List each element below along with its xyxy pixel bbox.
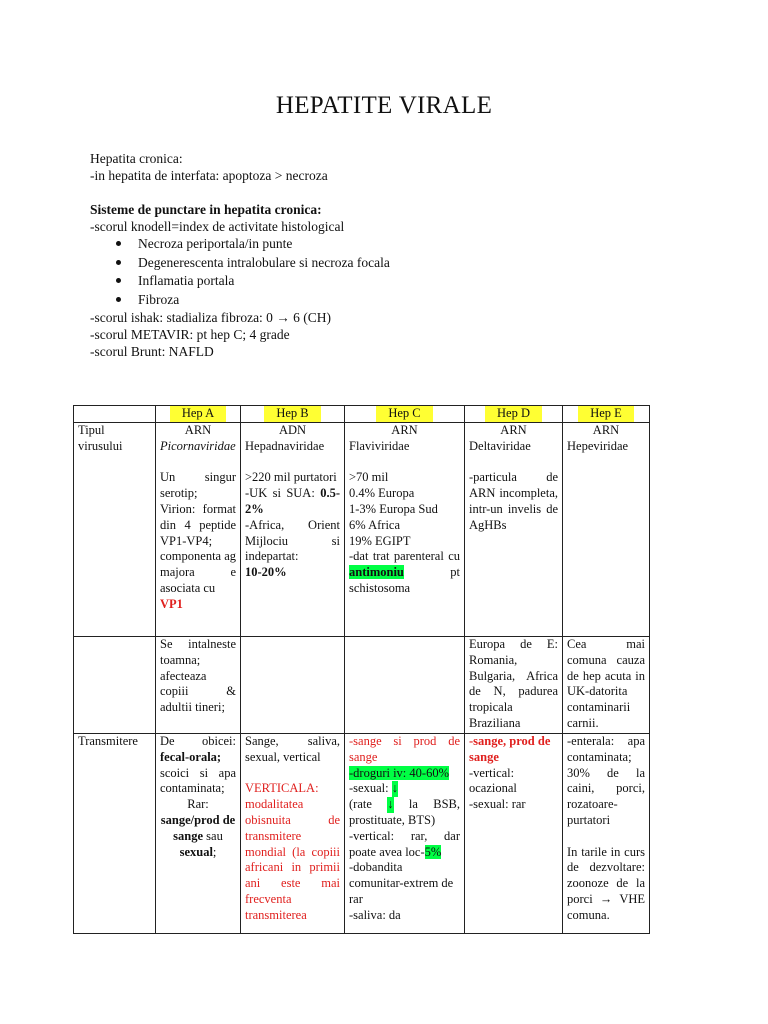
page-title: HEPATITE VIRALE [275,92,493,119]
hep-b-transmission-cell: Sange, saliva, sexual, vertical VERTICALA: modalitatea obisnuita de transmitere mondial (la copiii africani in primii ani este mai frecventa transmiterea [241,734,345,934]
arrow-right-icon: → [599,891,613,906]
arrow-down-icon: ↓ [387,797,394,812]
knodell-bullet-list [90,235,690,309]
arrow-down-icon: ↓ [391,781,398,796]
bullet-item: Necroza periportala/in punte [138,235,690,254]
hep-a-transmission-cell: De obicei: fecal-orala; scoici si apa contaminata; Rar: sange/prod de sange sau sexual; [156,734,241,934]
ishak-line: -scorul ishak: stadializa fibroza: 0 → 6 (CH) [90,310,332,325]
row-label-empty [74,637,156,734]
header-hep-b: Hep B [241,406,345,423]
table-corner-cell [74,406,156,423]
row-label-transmission: Transmitere [74,734,156,934]
bullet-item: Degenerescenta intralobulare si necroza focala [138,254,690,273]
hep-c-transmission-cell: -sange si prod de sange -droguri iv: 40-60% -sexual: ↓ (rate ↓ la BSB, prostituate, BTS) -vertical: rar, dar poate avea loc-5% -dobandita comunitar-extrem de rar -saliva: da [345,734,465,934]
scoring-heading: Sisteme de punctare in hepatita cronica: [90,202,322,217]
document-body [90,150,690,360]
bullet-item: Fibroza [138,291,690,310]
header-hep-a: Hep A [156,406,241,423]
header-hep-c: Hep C [345,406,465,423]
brunt-line: -scorul Brunt: NAFLD [90,344,214,359]
hep-c-virus-cell: ARN Flaviviridae >70 mil 0.4% Europa 1-3% Europa Sud 6% Africa 19% EGIPT -dat trat parenteral cu antimoniu pt schistosoma [345,423,465,637]
intro-line: -in hepatita de interfata: apoptoza > necroza [90,168,328,183]
hep-d-epidemiology-cell: Europa de E: Romania, Bulgaria, Africa de N, padurea tropicala Braziliana [465,637,563,734]
table-header-row [74,406,650,423]
hep-e-epidemiology-cell: Cea mai comuna cauza de hep acuta in UK-datorita contaminarii carnii. [563,637,650,734]
knodell-line: -scorul knodell=index de activitate histological [90,219,345,234]
hep-c-epidemiology-cell [345,637,465,734]
row-label-virus-type: Tipul virusului [74,423,156,637]
hep-b-epidemiology-cell [241,637,345,734]
table-row [74,734,650,934]
hep-d-transmission-cell: -sange, prod de sange -vertical: ocazional -sexual: rar [465,734,563,934]
hep-e-virus-cell: ARN Hepeviridae [563,423,650,637]
hep-a-virus-cell: ARN Picornaviridae Un singur serotip; Virion: format din 4 peptide VP1-VP4; componenta ag majora e asociata cu VP1 [156,423,241,637]
table-row [74,423,650,637]
hep-d-virus-cell: ARN Deltaviridae -particula de ARN incompleta, intr-un invelis de AgHBs [465,423,563,637]
intro-heading: Hepatita cronica: [90,151,183,166]
metavir-line: -scorul METAVIR: pt hep C; 4 grade [90,327,290,342]
header-hep-e: Hep E [563,406,650,423]
hepatitis-table [73,405,650,934]
hep-a-epidemiology-cell: Se intalneste toamna; afecteaza copiii & adultii tineri; [156,637,241,734]
hep-e-transmission-cell: -enterala: apa contaminata; 30% de la caini, porci, rozatoare-purtatori In tarile in curs de dezvoltare: zoonoze de la porci → VHE comuna. [563,734,650,934]
hep-b-virus-cell: ADN Hepadnaviridae >220 mil purtatori -UK si SUA: 0.5-2% -Africa, Orient Mijlociu si indepartat: 10-20% [241,423,345,637]
bullet-item: Inflamatia portala [138,272,690,291]
header-hep-d: Hep D [465,406,563,423]
table-row [74,637,650,734]
